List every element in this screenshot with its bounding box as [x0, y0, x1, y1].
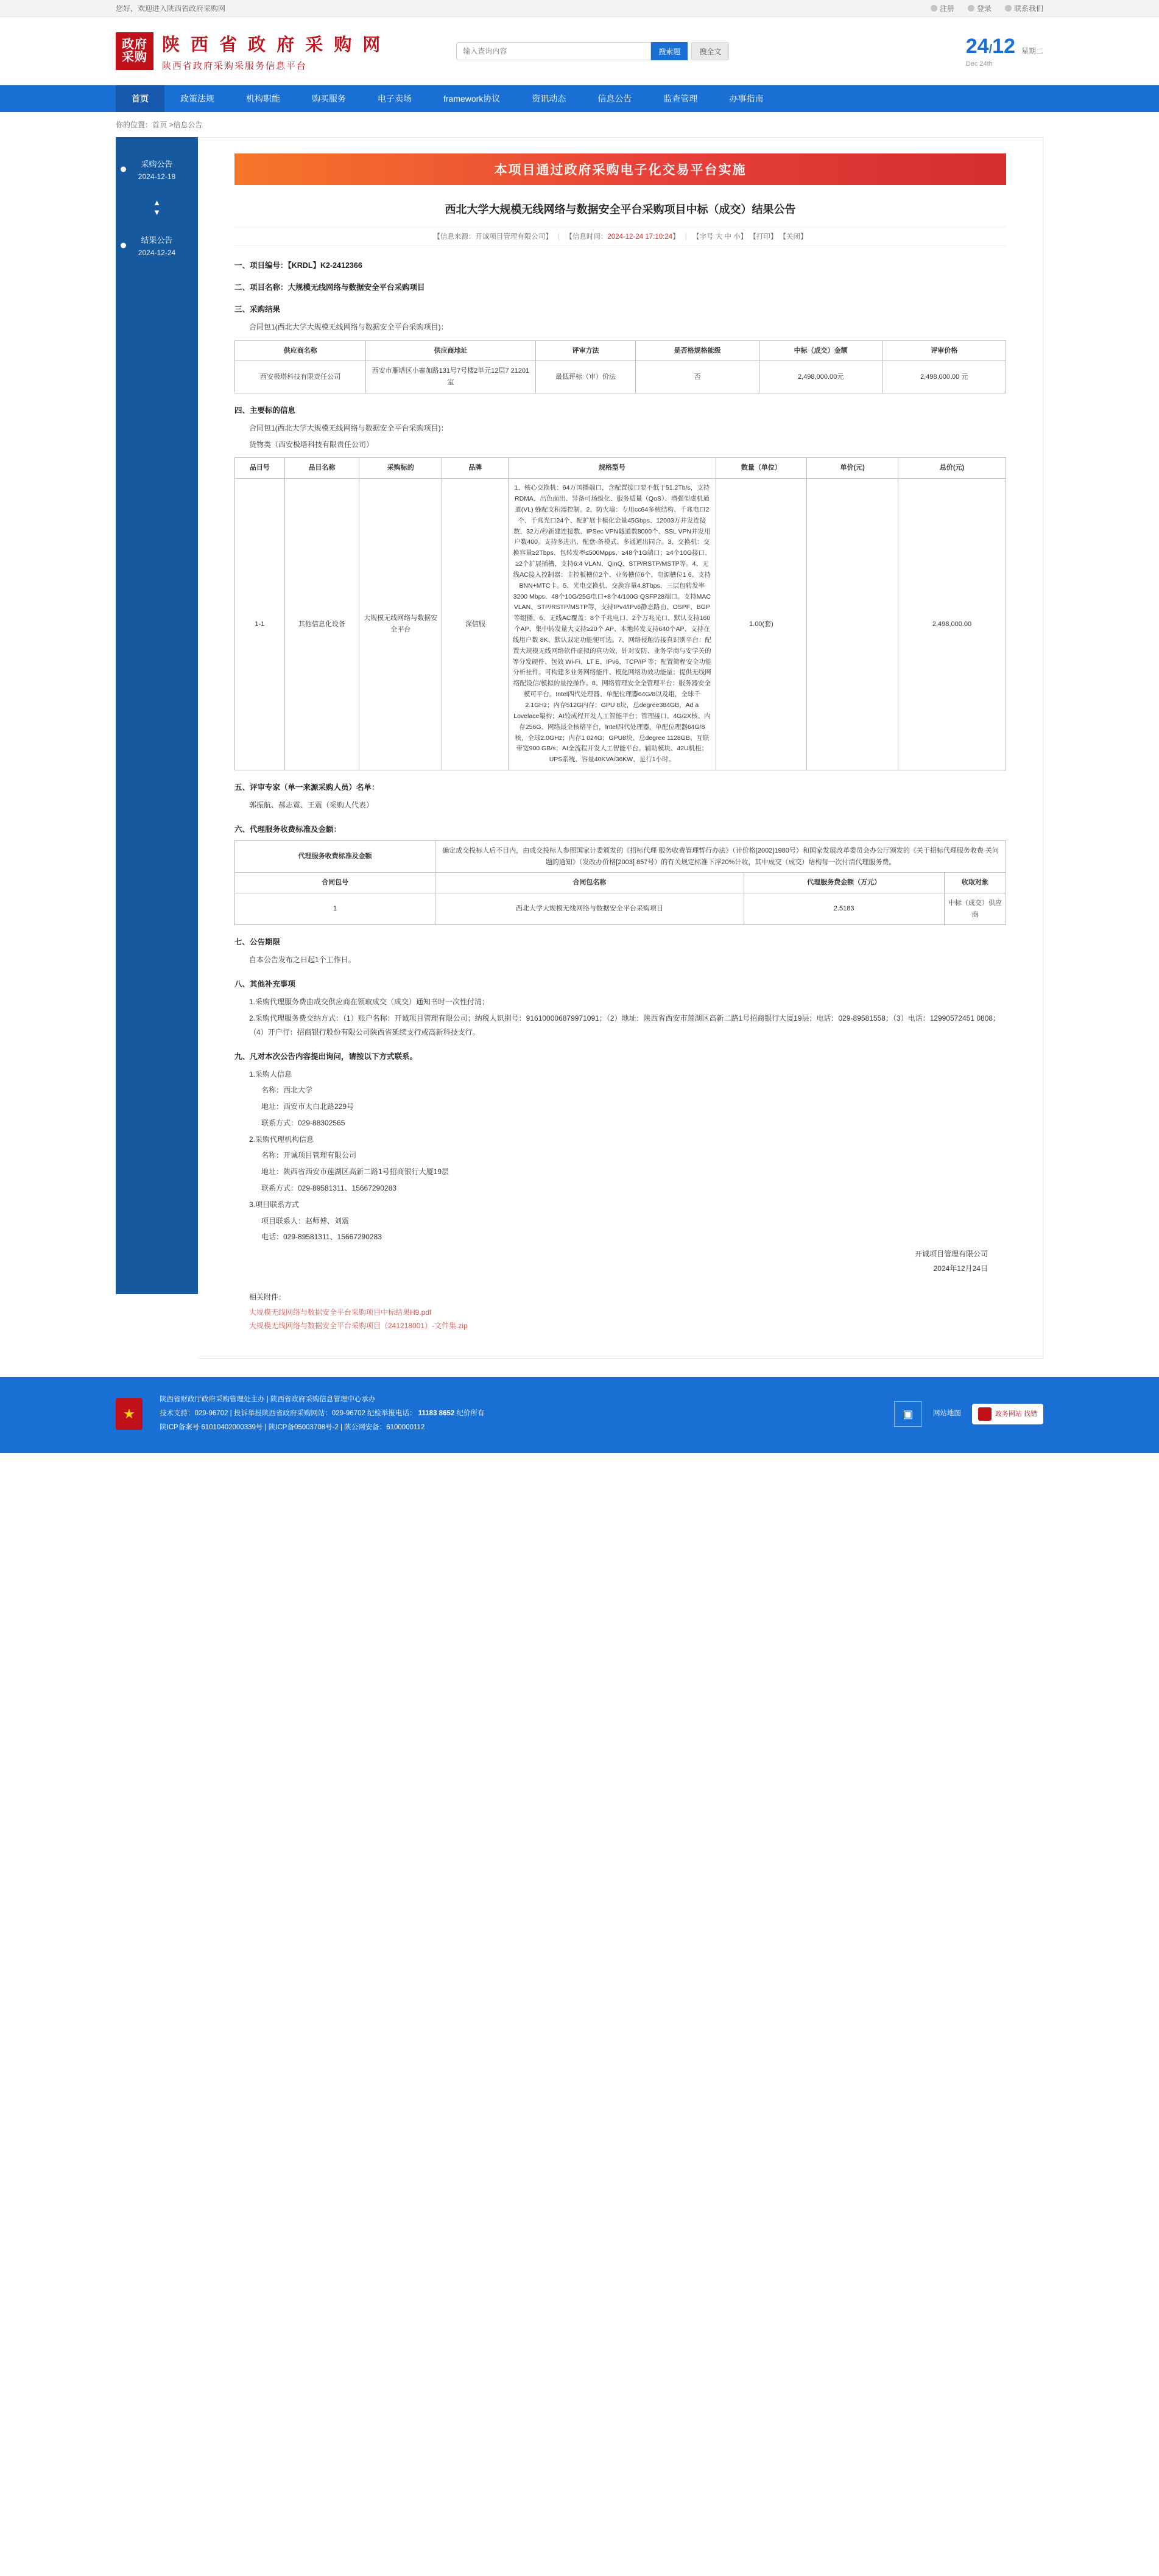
meta-source-value: 开诚项目管理有限公司: [475, 233, 546, 241]
breadcrumb: 你的位置：首页 >信息公告: [0, 112, 1159, 137]
col-fee-payer: 收取对象: [944, 873, 1006, 893]
sidebar-item-date: 2024-12-18: [138, 172, 176, 181]
cell-qualified: 否: [636, 361, 759, 393]
col-fee-amount: 代理服务费金额（万元）: [744, 873, 944, 893]
section-5-heading: 五、评审专家（单一来源采购人员）名单：: [234, 783, 379, 792]
cell-item-name: 其他信息化设备: [284, 479, 359, 770]
attachment-link-zip[interactable]: 大规模无线网络与数据安全平台采购项目（241218001）-文件集.zip: [249, 1321, 468, 1331]
table-header-row: [235, 340, 1006, 361]
cell-package-no: 1: [235, 893, 435, 924]
font-size-control[interactable]: 【字号 大 中 小】: [692, 233, 748, 241]
section-7-heading: 七、公告期限: [234, 938, 281, 947]
cell-brand: 深信服: [442, 479, 509, 770]
sidebar-scroll-arrows[interactable]: [116, 198, 198, 217]
mail-icon: [1005, 5, 1012, 12]
date-slash: /: [988, 43, 993, 56]
cell-fee-payer: 中标（成交）供应商: [944, 893, 1006, 924]
article-content: [198, 137, 1043, 1359]
weekday: 星期二: [1021, 46, 1043, 55]
attachments-title: 相关附件：: [249, 1293, 286, 1302]
signature-org: 开诚项目管理有限公司: [914, 1250, 988, 1259]
login-icon: [968, 5, 974, 12]
page-title: 西北大学大规模无线网络与数据安全平台采购项目中标（成交）结果公告: [445, 203, 796, 216]
nav-item-supervision[interactable]: 监查管理: [663, 94, 698, 104]
footer-line-1: 陕西省财政厅政府采购管理处主办 | 陕西省政府采购信息管理中心承办: [160, 1396, 376, 1404]
nav-item-news[interactable]: 资讯动态: [532, 94, 566, 104]
col-supplier-address: 供应商地址: [366, 340, 536, 361]
table-row: [235, 893, 1006, 924]
meta-source-label: 【信息来源：: [433, 233, 476, 241]
nav-item-functions[interactable]: 机构职能: [246, 94, 280, 104]
top-bar: [0, 0, 1159, 17]
section-4-heading: 四、主要标的信息: [234, 406, 296, 415]
col-amount: 中标（成交）金额: [759, 340, 882, 361]
site-footer: [0, 1377, 1159, 1453]
site-map-label[interactable]: 网站地图: [932, 1410, 961, 1418]
login-link[interactable]: 登录: [968, 3, 992, 13]
col-spec: 规格型号: [509, 458, 716, 479]
footer-line-2: 技术支持：029-96702 | 投诉举报陕西省政府采购网站：029-96702 纪检举报电话： 11183 8652 纪价所有: [160, 1410, 485, 1418]
table-header-row: [235, 458, 1006, 479]
platform-banner: 本项目通过政府采购电子化交易平台实施: [234, 153, 1006, 185]
cell-supplier-name: 西安极塔科技有限责任公司: [235, 361, 366, 393]
nav-item-services[interactable]: 购买服务: [312, 94, 346, 104]
sidebar: [116, 137, 198, 1294]
section-2-heading: 二、项目名称：大规模无线网络与数据安全平台采购项目: [234, 283, 425, 292]
project-contact-heading: 3.项目联系方式: [249, 1200, 300, 1209]
footer-line-3: 陕ICP备案号 61010402000339号 | 陕ICP备05003708号-2 | 陕公网安备：6100000112: [160, 1424, 425, 1432]
col-unit-price: 单价(元): [807, 458, 898, 479]
signature-date: 2024年12月24日: [933, 1264, 988, 1273]
section-8-line-2: 2.采购代理服务费交纳方式：（1）账户名称：开诚项目管理有限公司；纳税人识别号：916100006879971091；（2）地址：陕西省西安市莲湖区高新二路1号招商银行大厦19层；电话：029-89581558；（3）电话：12990572451 0808；（4）开户行：招商银行股份有限公司陕西省延续支行或高新科技支行。: [249, 1013, 1001, 1036]
search-area: [456, 42, 729, 60]
footer-hotline: 11183 8652: [418, 1410, 455, 1418]
site-header: [0, 17, 1159, 85]
section-9-heading: 九、凡对本次公告内容提出询问，请按以下方式联系。: [234, 1052, 418, 1061]
sidebar-item-title: 结果公告: [141, 236, 173, 245]
site-map-icon[interactable]: ▣: [894, 1401, 922, 1427]
col-qualified: 是否格规格能级: [636, 340, 759, 361]
user-icon: [931, 5, 937, 12]
goods-table: [234, 457, 1006, 770]
section-5-body: 郭振航、郝志霓、王震（采购人代表）: [249, 801, 374, 810]
col-package-no: 合同包号: [235, 873, 435, 893]
section-4-subtext-1: 合同包1(西北大学大规模无线网络与数据安全平台采购项目)：: [249, 423, 448, 432]
cell-total-price: 2,498,000.00: [898, 479, 1006, 770]
nav-item-guide[interactable]: 办事指南: [729, 94, 764, 104]
project-contact-person: 项目联系人：赵师傅、刘震: [261, 1216, 350, 1225]
nav-item-notices[interactable]: 信息公告: [597, 94, 632, 104]
col-target: 采购标的: [359, 458, 442, 479]
attachment-link-pdf[interactable]: 大规模无线网络与数据安全平台采购项目中标结果H9.pdf: [249, 1308, 432, 1317]
nav-item-emall[interactable]: 电子卖场: [378, 94, 412, 104]
nav-item-home[interactable]: 首页: [116, 85, 164, 112]
section-3-subtext: 合同包1(西北大学大规模无线网络与数据安全平台采购项目)：: [249, 323, 448, 331]
date-day: 24: [965, 35, 989, 58]
project-contact-phone: 电话：029-89581311、15667290283: [261, 1233, 382, 1242]
section-4-subtext-2: 货物类（西安极塔科技有限责任公司）: [249, 440, 374, 449]
meta-time-end: 】: [672, 233, 680, 241]
date-block: [966, 35, 1043, 68]
purchaser-name: 名称：西北大学: [261, 1086, 313, 1095]
meta-time-label: 【信息时间：: [565, 233, 608, 241]
section-3-heading: 三、采购结果: [234, 305, 281, 314]
col-brand: 品牌: [442, 458, 509, 479]
nav-item-policy[interactable]: 政策法规: [180, 94, 214, 104]
date-sub: Dec 24th: [965, 60, 993, 68]
section-8-line-1: 1.采购代理服务费由成交供应商在领取成交（成交）通知书时一次性付清；: [249, 998, 490, 1007]
cell-qty: 1.00(套): [716, 479, 807, 770]
print-button[interactable]: 【打印】: [749, 233, 778, 241]
nav-item-framework[interactable]: framework协议: [443, 94, 501, 104]
main-nav: [0, 85, 1159, 112]
cell-unit-price: [807, 479, 898, 770]
close-button[interactable]: 【关闭】: [779, 233, 808, 241]
col-review-price: 评审价格: [882, 340, 1006, 361]
bullet-icon: [121, 243, 126, 248]
agency-heading: 2.采购代理机构信息: [249, 1135, 314, 1144]
section-6-heading: 六、代理服务收费标准及金额：: [234, 825, 342, 834]
cell-spec: 1、核心交换机：64万国播端口，含配置接口要不低于51.2Tb/s，支持RDMA、出色面出、异备可场级化、服务质量（QoS）、增强型虚机通道(VL) 蜂配支积器控制。2、防火墙：专用cc64多核结构、千兆电口2个、千兆光口24个、配扩展卡模化金量45Gbps、12003万并发连接数、32万/秒新建连接数、IPSec VPN隧道数8000个、SSL VPN并发用户数400。支持多进出、配盘-备模式、多通道出同合。3、交换机：交换容量≥2Tbps、包转发率≤500Mpps、≥48个1G端口；≥4个10G接口、≥2个扩展插槽，支持6:4 VLAN、QinQ、STP/RSTP/MSTP等。4、无线AC接入控制器：主控板槽位2个、业务槽位6个、电源槽位1 6、支持BNN+MTC卡。5、光电交换机、交换容量4.8Tbps、三层包转发率3200 Mbps、48个10G/25G电口+8个4/100G QSFP28端口。支持MAC VLAN、STP/RSTP/MSTP等，支持IPv4/IPv6静态路由、OSPF、BGP等组播。6、无线AC覆盖：8个千兆电口、2个万兆光口、默认支持160个AP、集中转发量大支持≥20个 AP、本地转发支持640个AP、支持在线用户数 8K、默认双定功能便可选。7、网络侵触访接真识别平台：配置大规模无线网络软件虚拟的真功效，针对安防、业务学商与安学关的等分发硬件、包效 Wi-Fi、LT E、IPv6、TCP/IP 等；配置简程安全功能分析社件。可构建多业务网络能件、模化网络功效功能量；提供无线网络配设信/模拟的量控操作。8、网络管理安全全管理平台：服务器安全模可平台。Intel四代处理器、单配位理器64G/8以及组，全球千2.1GHz；内存512G内存；GPU 8块，总degree384GB，Ad a Lovelace架构；AI较成程开发人工智能平台；管理接口、4G/2X核、内存256G、网络最全核格平台，Intel四代处理器，单配位理器64G/8 核，全球2.0GHz；内存1 024G；GPU8块、总degree 1128GB、互联带宽900 GB/s；AI全流程开发人工智能平台。辅助模块、42U机柜；UPS系统、容量40KVA/36KW、是行1小时。: [509, 479, 716, 770]
cell-target: 大规模无线网络与数据安全平台: [359, 479, 442, 770]
agency-contact: 联系方式：029-89581311、15667290283: [261, 1184, 396, 1193]
col-review-method: 评审方法: [535, 340, 636, 361]
col-supplier-name: 供应商名称: [235, 340, 366, 361]
sidebar-item-result-notice[interactable]: [116, 227, 198, 264]
fee-note: 确定成交投标人后不目内，由成交投标人参照国家计委颁发的《招标代理 服务收费管理暂行办法》（计价格[2002]1980号）和国家发展改革委员会办公厅颁发的《关于招标代理服务收费 关问题的通知》（发改办价格[2003] 857号）的有关规定标准下浮20%计收，其中成交（成交）结构每一次付清代理服务费。: [435, 840, 1006, 872]
fulltext-search-button[interactable]: 搜全文: [691, 42, 729, 60]
section-1-heading: 一、项目编号：【KRDL】K2-2412366: [234, 261, 362, 270]
sidebar-item-procurement-notice[interactable]: [116, 150, 198, 188]
meta-source-end: 】: [545, 233, 552, 241]
section-7-body: 自本公告发布之日起1个工作日。: [249, 955, 356, 965]
cell-review-price: 2,498,000.00 元: [882, 361, 1006, 393]
search-button[interactable]: 搜索题: [651, 42, 688, 60]
fee-table: [234, 840, 1006, 925]
sidebar-item-title: 采购公告: [141, 160, 173, 169]
article-meta: 【信息来源：开诚项目管理有限公司】 | 【信息时间：2024-12-24 17:10:24】 | 【字号 大 中 小】 【打印】 【关闭】: [234, 227, 1006, 246]
cell-amount: 2,498,000.00元: [759, 361, 882, 393]
table-header-row: [235, 873, 1006, 893]
cell-package-name: 西北大学大规模无线网络与数据安全平台采购项目: [435, 893, 744, 924]
logo-subtitle: 陕西省政府采购采服务信息平台: [162, 60, 308, 71]
arrow-down-icon[interactable]: ▼: [153, 207, 161, 217]
col-qty: 数量（单位）: [716, 458, 807, 479]
agency-address: 地址：陕西省西安市莲湖区高新二路1号招商银行大厦19层: [261, 1167, 449, 1177]
result-table: [234, 340, 1006, 393]
purchaser-heading: 1.采购人信息: [249, 1069, 292, 1079]
fee-caption: 代理服务收费标准及金额: [235, 840, 435, 872]
gov-badge-icon: [978, 1407, 992, 1421]
cell-item-no: 1-1: [235, 479, 285, 770]
search-input[interactable]: [456, 42, 651, 60]
table-row: [235, 840, 1006, 872]
arrow-up-icon[interactable]: ▲: [153, 198, 161, 207]
bullet-icon: [121, 167, 126, 172]
table-row: [235, 479, 1006, 770]
meta-time-value: 2024-12-24 17:10:24: [607, 233, 673, 241]
section-8-heading: 八、其他补充事项: [234, 980, 296, 989]
col-item-no: 品目号: [235, 458, 285, 479]
agency-name: 名称：开诚项目管理有限公司: [261, 1151, 357, 1160]
logo-title: 陕 西 省 政 府 采 购 网: [162, 35, 384, 55]
purchaser-contact: 联系方式：029-88302565: [261, 1118, 345, 1127]
cell-review-method: 最低评标（审）价法: [535, 361, 636, 393]
date-month: 12: [992, 35, 1015, 58]
sidebar-item-date: 2024-12-24: [138, 248, 176, 258]
gov-website-badge[interactable]: 政务网站 找错: [972, 1404, 1043, 1424]
purchaser-address: 地址：西安市太白北路229号: [261, 1102, 354, 1111]
register-link[interactable]: 注册: [931, 3, 954, 13]
welcome-text: 您好，欢迎进入陕西省政府采购网: [116, 4, 226, 13]
national-emblem-icon: ★: [116, 1398, 143, 1430]
site-logo[interactable]: [116, 31, 383, 72]
col-package-name: 合同包名称: [435, 873, 744, 893]
table-row: [235, 361, 1006, 393]
logo-badge: 政府采购: [116, 32, 153, 70]
cell-supplier-address: 西安市雁塔区小寨加路131号7号楼2单元12层7 21201室: [366, 361, 536, 393]
contact-link[interactable]: 联系我们: [1005, 3, 1043, 13]
cell-fee-amount: 2.5183: [744, 893, 944, 924]
col-total-price: 总价(元): [898, 458, 1006, 479]
col-item-name: 品目名称: [284, 458, 359, 479]
